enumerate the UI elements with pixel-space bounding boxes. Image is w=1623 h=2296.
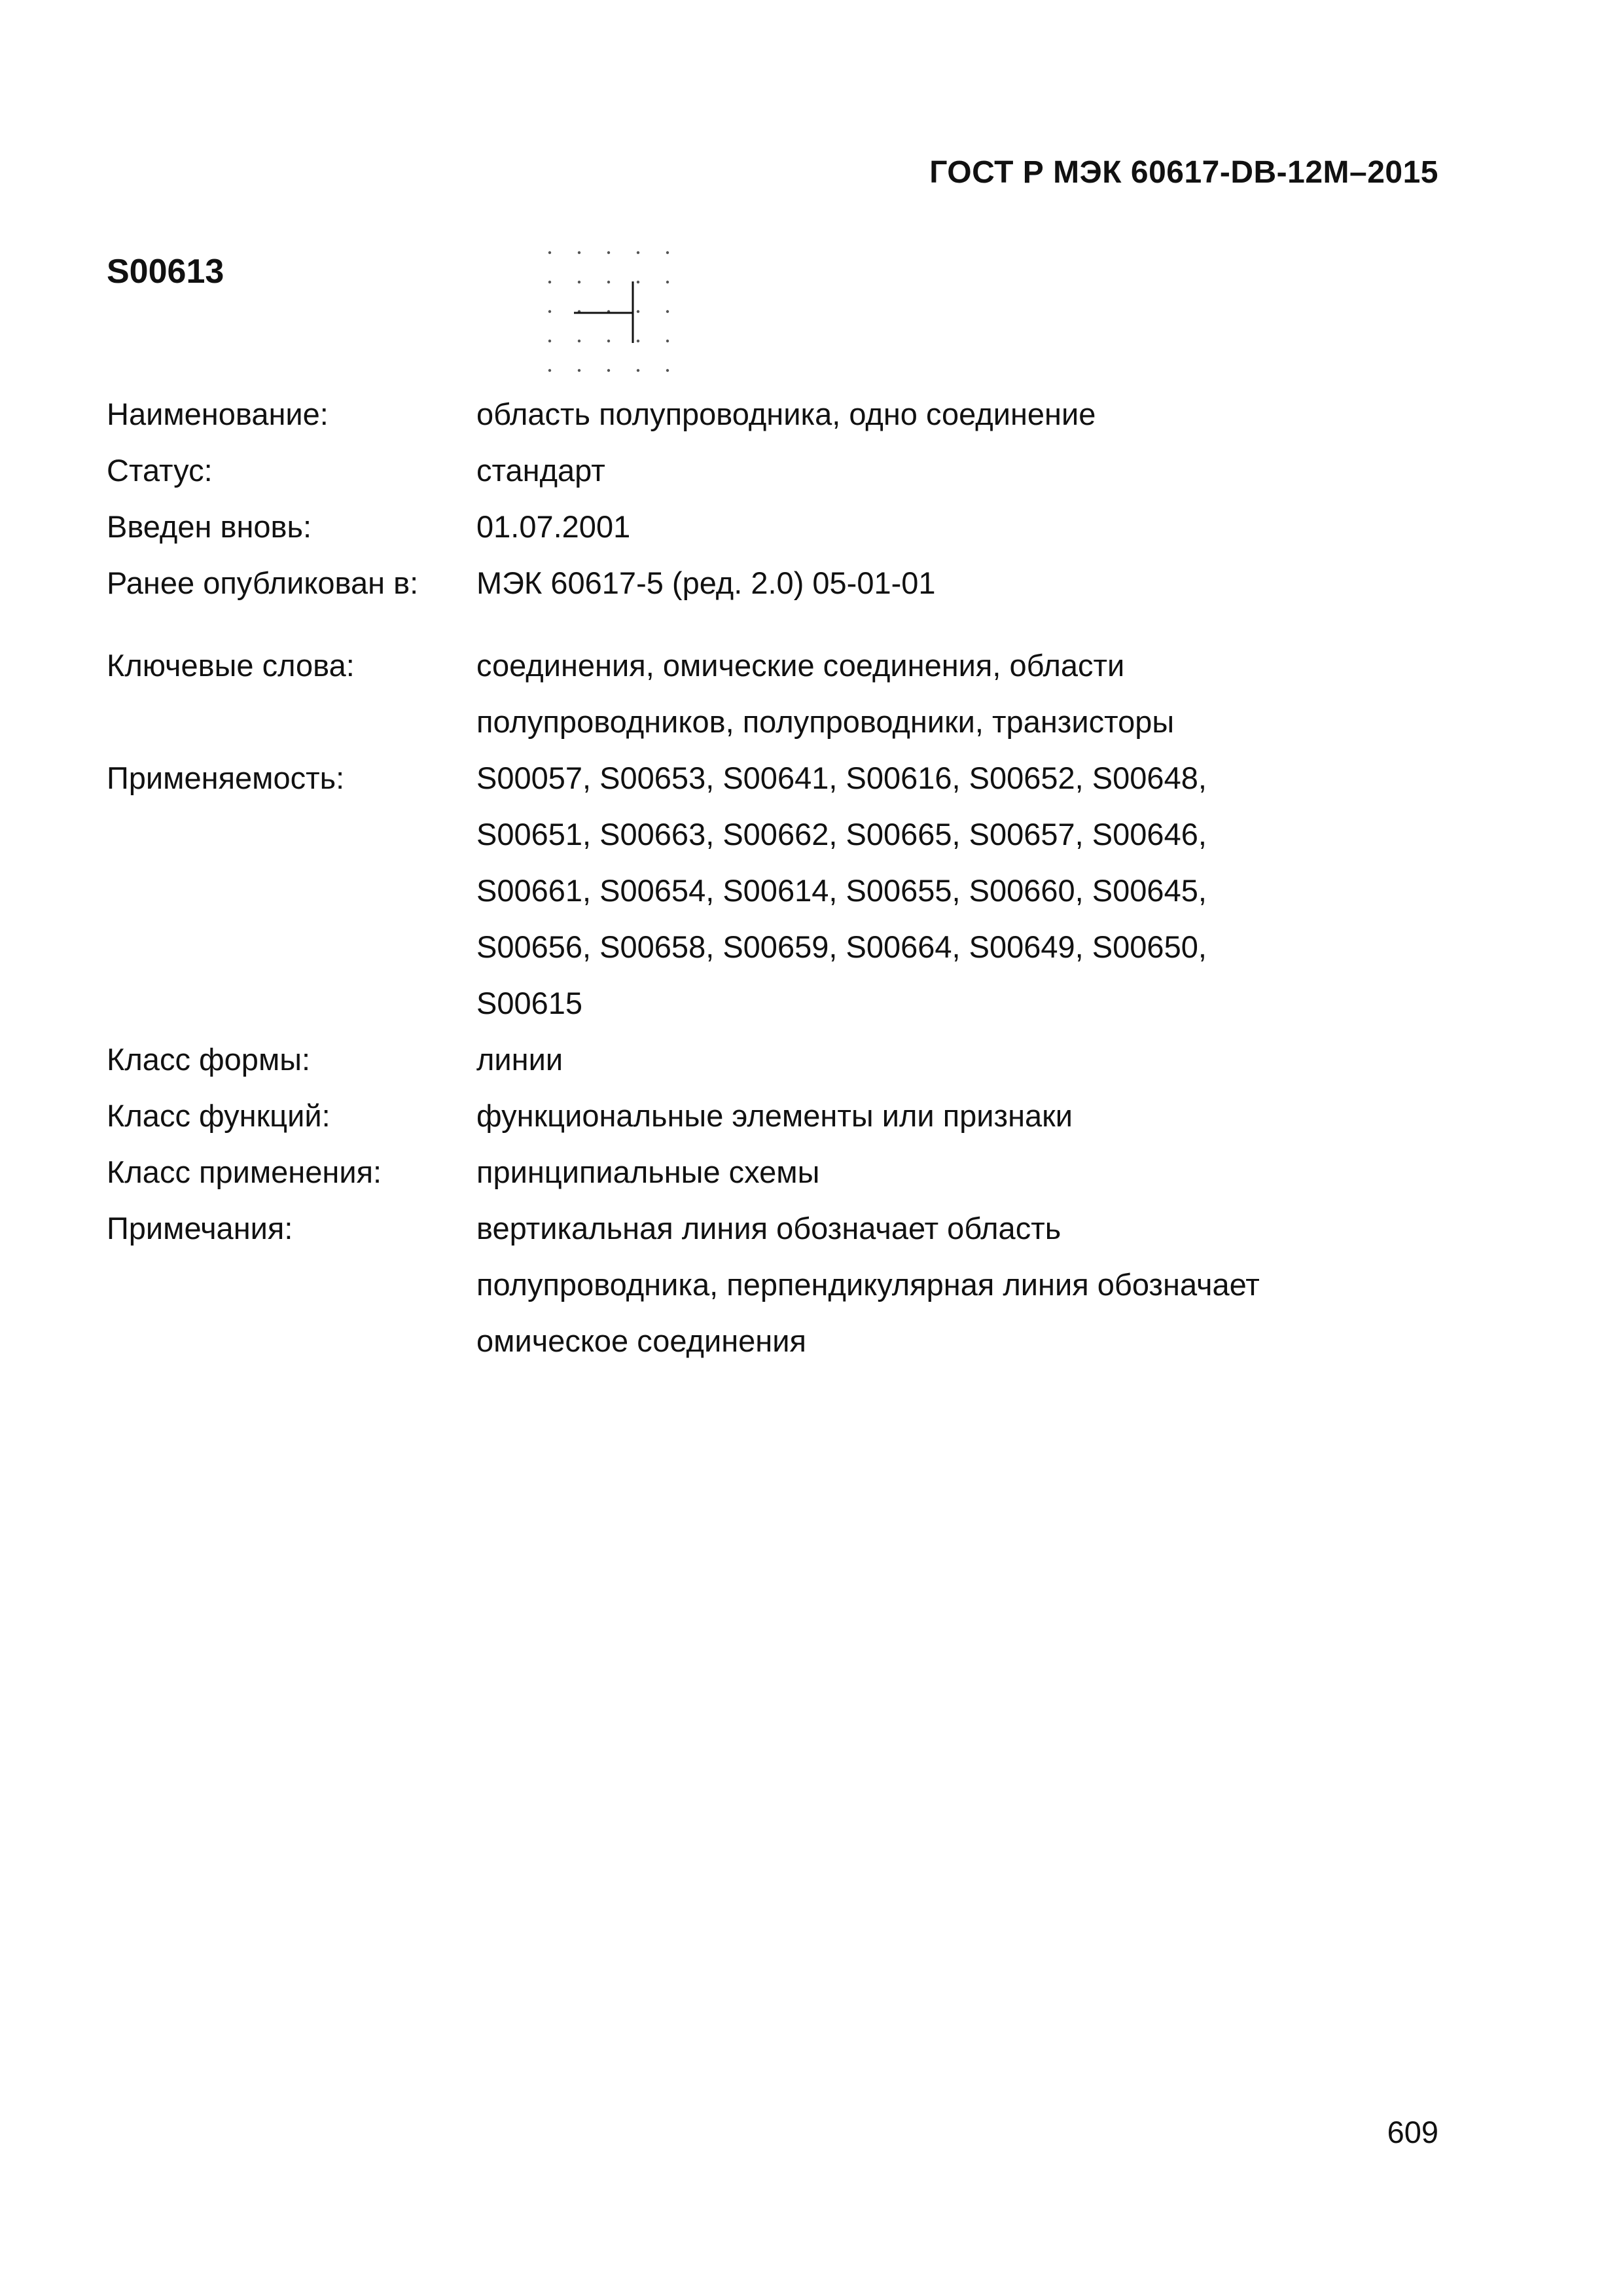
grid-dot — [607, 251, 610, 254]
property-row — [107, 637, 1481, 750]
property-value — [476, 750, 1481, 1031]
property-row — [107, 555, 1481, 611]
property-row — [107, 750, 1481, 1031]
grid-dot — [548, 340, 551, 342]
property-value-line: вертикальная линия обозначает область — [476, 1211, 1061, 1246]
property-value-line: область полупроводника, одно соединение — [476, 397, 1096, 431]
grid-dot — [666, 251, 669, 254]
property-value-line: функциональные элементы или признаки — [476, 1098, 1073, 1133]
property-row — [107, 499, 1481, 555]
property-label: Класс формы: — [107, 1042, 311, 1077]
property-value — [476, 499, 1481, 555]
property-value-line: стандарт — [476, 453, 605, 488]
grid-dot — [607, 369, 610, 372]
property-label: Примечания: — [107, 1211, 293, 1246]
grid-dot — [637, 340, 639, 342]
grid-dot — [578, 251, 580, 254]
property-row — [107, 1200, 1481, 1369]
property-value — [476, 637, 1481, 750]
property-label: Статус: — [107, 453, 213, 488]
property-value-line: линии — [476, 1042, 563, 1077]
property-value-line: полупроводника, перпендикулярная линия обозначает — [476, 1267, 1260, 1302]
property-label: Наименование: — [107, 397, 329, 431]
grid-dot — [578, 369, 580, 372]
property-value-line: S00651, S00663, S00662, S00665, S00657, S00646, — [476, 817, 1207, 852]
grid-dot — [548, 281, 551, 283]
property-label: Применяемость: — [107, 761, 345, 795]
standard-designation: ГОСТ Р МЭК 60617-DB-12M–2015 — [929, 155, 1438, 190]
property-row — [107, 1031, 1481, 1088]
property-label: Ранее опубликован в: — [107, 565, 419, 600]
property-value — [476, 1031, 1481, 1088]
property-value-line: принципиальные схемы — [476, 1155, 820, 1189]
section-gap — [107, 611, 1481, 637]
property-value-line: S00656, S00658, S00659, S00664, S00649, S00650, — [476, 929, 1207, 964]
semiconductor-region-symbol-icon — [543, 247, 681, 378]
property-row — [107, 386, 1481, 442]
grid-dot — [607, 281, 610, 283]
grid-dot — [637, 251, 639, 254]
property-label: Ключевые слова: — [107, 648, 355, 683]
symbol-properties — [107, 386, 1481, 1369]
property-value-line: S00615 — [476, 986, 583, 1020]
property-value-line: соединения, омические соединения, области — [476, 648, 1125, 683]
grid-dot — [637, 281, 639, 283]
grid-dot — [666, 340, 669, 342]
property-value-line: полупроводников, полупроводники, транзисторы — [476, 704, 1175, 739]
grid-dot — [637, 369, 639, 372]
property-value — [476, 555, 1481, 611]
property-label: Класс применения: — [107, 1155, 382, 1189]
grid-dot — [548, 310, 551, 313]
property-row — [107, 442, 1481, 499]
property-value-line: 01.07.2001 — [476, 509, 631, 544]
symbol-code: S00613 — [107, 253, 224, 291]
grid-dot — [578, 340, 580, 342]
property-label: Введен вновь: — [107, 509, 312, 544]
grid-dot — [607, 340, 610, 342]
property-value — [476, 1200, 1481, 1369]
property-row — [107, 1088, 1481, 1144]
property-value — [476, 442, 1481, 499]
grid-dot — [666, 281, 669, 283]
property-row — [107, 1144, 1481, 1200]
grid-dots — [548, 251, 669, 372]
grid-dot — [666, 310, 669, 313]
page-number: 609 — [1387, 2115, 1438, 2149]
property-value — [476, 1144, 1481, 1200]
property-value — [476, 1088, 1481, 1144]
grid-dot — [637, 310, 639, 313]
grid-dot — [548, 369, 551, 372]
grid-dot — [666, 369, 669, 372]
property-label: Класс функций: — [107, 1098, 330, 1133]
property-value — [476, 386, 1481, 442]
property-value-line: S00057, S00653, S00641, S00616, S00652, S00648, — [476, 761, 1207, 795]
property-value-line: МЭК 60617-5 (ред. 2.0) 05-01-01 — [476, 565, 936, 600]
property-value-line: S00661, S00654, S00614, S00655, S00660, S00645, — [476, 873, 1207, 908]
grid-dot — [578, 281, 580, 283]
property-value-line: омическое соединения — [476, 1323, 806, 1358]
grid-dot — [548, 251, 551, 254]
